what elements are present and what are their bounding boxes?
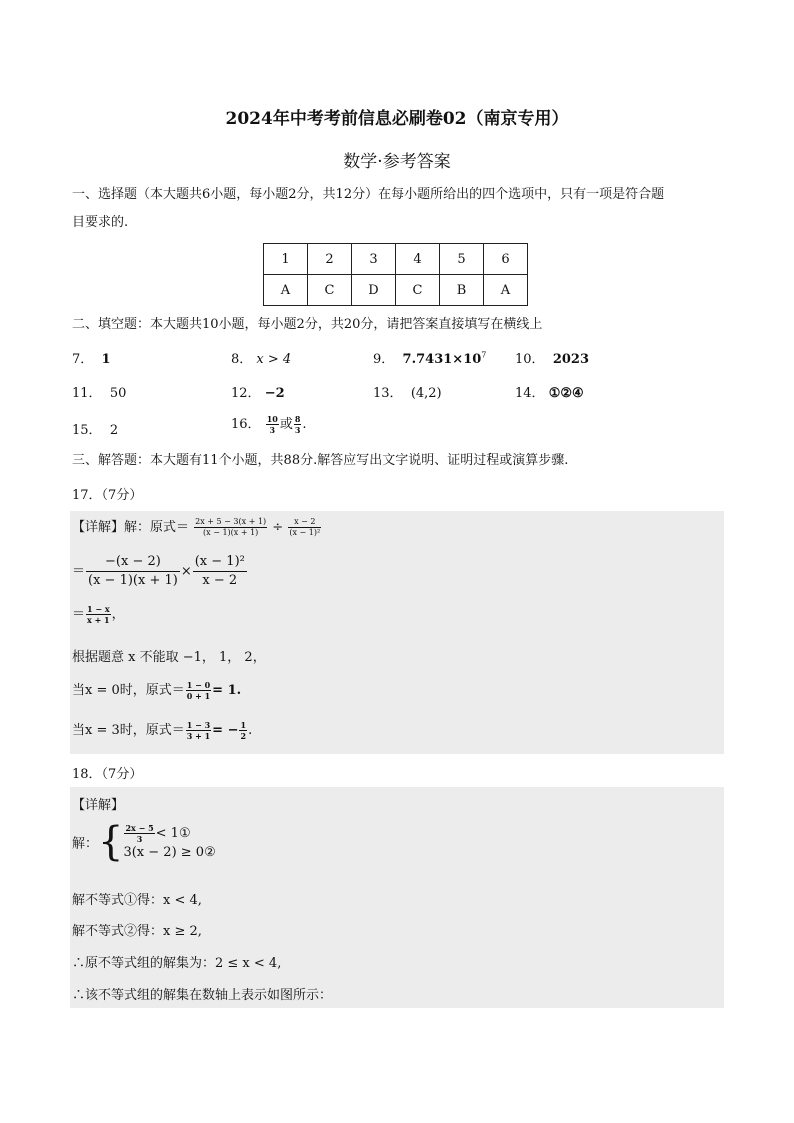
- fraction: [186, 680, 211, 701]
- fraction-denominator: (x − 1)(x + 1): [88, 573, 178, 588]
- q18-detail-label: 【详解】: [72, 798, 125, 813]
- inequality-1: [123, 823, 215, 844]
- fraction-numerator: x − 2: [288, 517, 321, 528]
- fraction-numerator: 10: [266, 414, 278, 424]
- item-answer: 7.7431×10: [402, 352, 482, 367]
- item-answer: 2: [109, 423, 119, 438]
- table-cell: 6: [484, 244, 528, 275]
- item-number: 14．: [515, 386, 545, 401]
- item-number: 10．: [515, 352, 545, 367]
- table-cell: A: [264, 275, 308, 306]
- q17-line1: [72, 516, 322, 538]
- divide-sign: ÷: [272, 520, 284, 535]
- section1-intro: [72, 181, 724, 237]
- answer-table-number-row: [264, 244, 528, 275]
- fraction-numerator: 2x − 5: [125, 822, 154, 833]
- q18-heading: 18．（7分）: [72, 767, 143, 782]
- fraction-denominator: (x − 1)²: [289, 528, 321, 537]
- table-cell: 5: [440, 244, 484, 275]
- fill-item-13: [373, 382, 442, 401]
- fraction: [86, 604, 111, 625]
- fraction-numerator: 1 − 0: [186, 680, 211, 690]
- answer-table: [263, 243, 528, 306]
- fraction-denominator: 2: [240, 731, 247, 741]
- fraction: [194, 517, 267, 538]
- left-brace: {: [98, 819, 124, 865]
- fraction: [239, 720, 247, 741]
- fraction: [294, 414, 302, 435]
- inequality-system: [123, 823, 215, 862]
- fraction-denominator: 3: [136, 833, 143, 844]
- table-cell: 4: [396, 244, 440, 275]
- item-number: 16．: [231, 417, 261, 432]
- fraction-numerator: 1 − 3: [186, 720, 211, 730]
- q18-line1: 解不等式①得：x < 4,: [72, 893, 202, 908]
- q17-heading: 17．（7分）: [72, 488, 143, 503]
- fraction-denominator: 3: [294, 425, 301, 435]
- fraction-denominator: 3: [269, 425, 276, 435]
- result-text: = −: [212, 723, 239, 738]
- fill-item-16: [231, 413, 307, 435]
- item-answer: x > 4: [256, 352, 292, 367]
- result-text: = 1.: [212, 683, 242, 698]
- fraction-denominator: x + 1: [87, 615, 110, 625]
- times-sign: ×: [180, 564, 192, 579]
- q18-line2: 解不等式②得：x ≥ 2,: [72, 924, 202, 939]
- table-cell: B: [440, 275, 484, 306]
- fraction: [86, 553, 180, 590]
- fraction-denominator: (x − 1)(x + 1): [203, 528, 259, 537]
- item-answer: ①②④: [548, 386, 584, 401]
- equals-sign: ＝: [72, 607, 86, 622]
- equals-sign: ＝: [72, 564, 86, 579]
- answer-table-answer-row: [264, 275, 528, 306]
- period: .: [302, 417, 307, 432]
- item-number: 13．: [373, 386, 403, 401]
- fraction-numerator: 1: [240, 720, 247, 730]
- item-exponent: 7: [481, 350, 487, 360]
- item-answer: (4,2): [410, 386, 442, 401]
- table-cell: C: [308, 275, 352, 306]
- item-answer: 50: [109, 386, 127, 401]
- q17-line3: [72, 603, 125, 625]
- fraction-numerator: −(x − 2): [86, 553, 180, 572]
- item-answer: 1: [101, 352, 111, 367]
- item-answer: 2023: [552, 352, 589, 367]
- fraction: [186, 720, 211, 741]
- item-answer: −2: [264, 386, 285, 401]
- table-cell: 2: [308, 244, 352, 275]
- case-text: 当x = 0时，原式＝: [72, 683, 185, 698]
- q18-system: [72, 819, 216, 865]
- or-text: 或: [279, 417, 293, 432]
- q18-line3: ∴原不等式组的解集为：2 ≤ x < 4,: [72, 956, 282, 971]
- item-number: 8．: [231, 352, 253, 367]
- q17-line6: [72, 719, 252, 741]
- fill-item-14: [515, 382, 584, 401]
- inequality-2: 3(x − 2) ≥ 0②: [123, 844, 216, 860]
- section2-intro: 二、填空题：本大题共10小题，每小题2分，共20分，请把答案直接填写在横线上: [72, 317, 543, 332]
- fill-item-15: [72, 419, 118, 438]
- detail-label: 【详解】解：原式＝: [72, 520, 190, 535]
- item-number: 11．: [72, 386, 102, 401]
- section1-line1: 一、选择题（本大题共6小题，每小题2分，共12分）在每小题所给出的四个选项中，只有一项是符合题: [72, 187, 665, 202]
- fill-item-9: [373, 348, 486, 367]
- table-cell: 1: [264, 244, 308, 275]
- period: .: [248, 723, 253, 738]
- fraction-denominator: 3 + 1: [186, 731, 211, 741]
- document-title: 2024年中考考前信息必刷卷02（南京专用）: [225, 109, 569, 129]
- document-subtitle: 数学·参考答案: [343, 152, 451, 172]
- fraction-numerator: 1 − x: [87, 604, 110, 614]
- item-number: 9．: [373, 352, 395, 367]
- section3-intro: 三、解答题：本大题有11个小题，共88分.解答应写出文字说明、证明过程或演算步骤.: [72, 453, 569, 468]
- case-text: 当x = 3时，原式＝: [72, 723, 185, 738]
- q17-line4: 根据题意 x 不能取 −1， 1， 2，: [72, 650, 266, 665]
- q17-line2: [72, 553, 248, 590]
- fill-item-7: [72, 348, 111, 367]
- table-cell: D: [352, 275, 396, 306]
- fraction-numerator: 8: [294, 414, 301, 424]
- table-cell: C: [396, 275, 440, 306]
- fraction-denominator: x − 2: [202, 573, 238, 588]
- fraction-numerator: (x − 1)²: [193, 553, 247, 572]
- item-number: 12．: [231, 386, 261, 401]
- table-cell: 3: [352, 244, 396, 275]
- fraction: [124, 823, 154, 844]
- inequality-rest: < 1①: [155, 825, 191, 841]
- q18-line4: ∴该不等式组的解集在数轴上表示如图所示：: [72, 988, 333, 1003]
- item-number: 15．: [72, 423, 102, 438]
- section1-line2: 目要求的.: [72, 215, 129, 230]
- fill-item-11: [72, 382, 126, 401]
- item-number: 7．: [72, 352, 94, 367]
- solution-label: 解：: [72, 836, 99, 852]
- q17-line5: [72, 679, 241, 701]
- fraction-denominator: 0 + 1: [186, 691, 211, 701]
- fraction: [288, 517, 321, 538]
- table-cell: A: [484, 275, 528, 306]
- fill-item-8: [231, 348, 291, 367]
- fraction: [266, 414, 279, 435]
- fill-item-10: [515, 348, 589, 367]
- fraction: [193, 553, 247, 590]
- comma: ，: [111, 607, 125, 622]
- fraction-numerator: 2x + 5 − 3(x + 1): [195, 517, 267, 526]
- q17-solution-panel: [70, 511, 724, 754]
- fill-item-12: [231, 382, 285, 401]
